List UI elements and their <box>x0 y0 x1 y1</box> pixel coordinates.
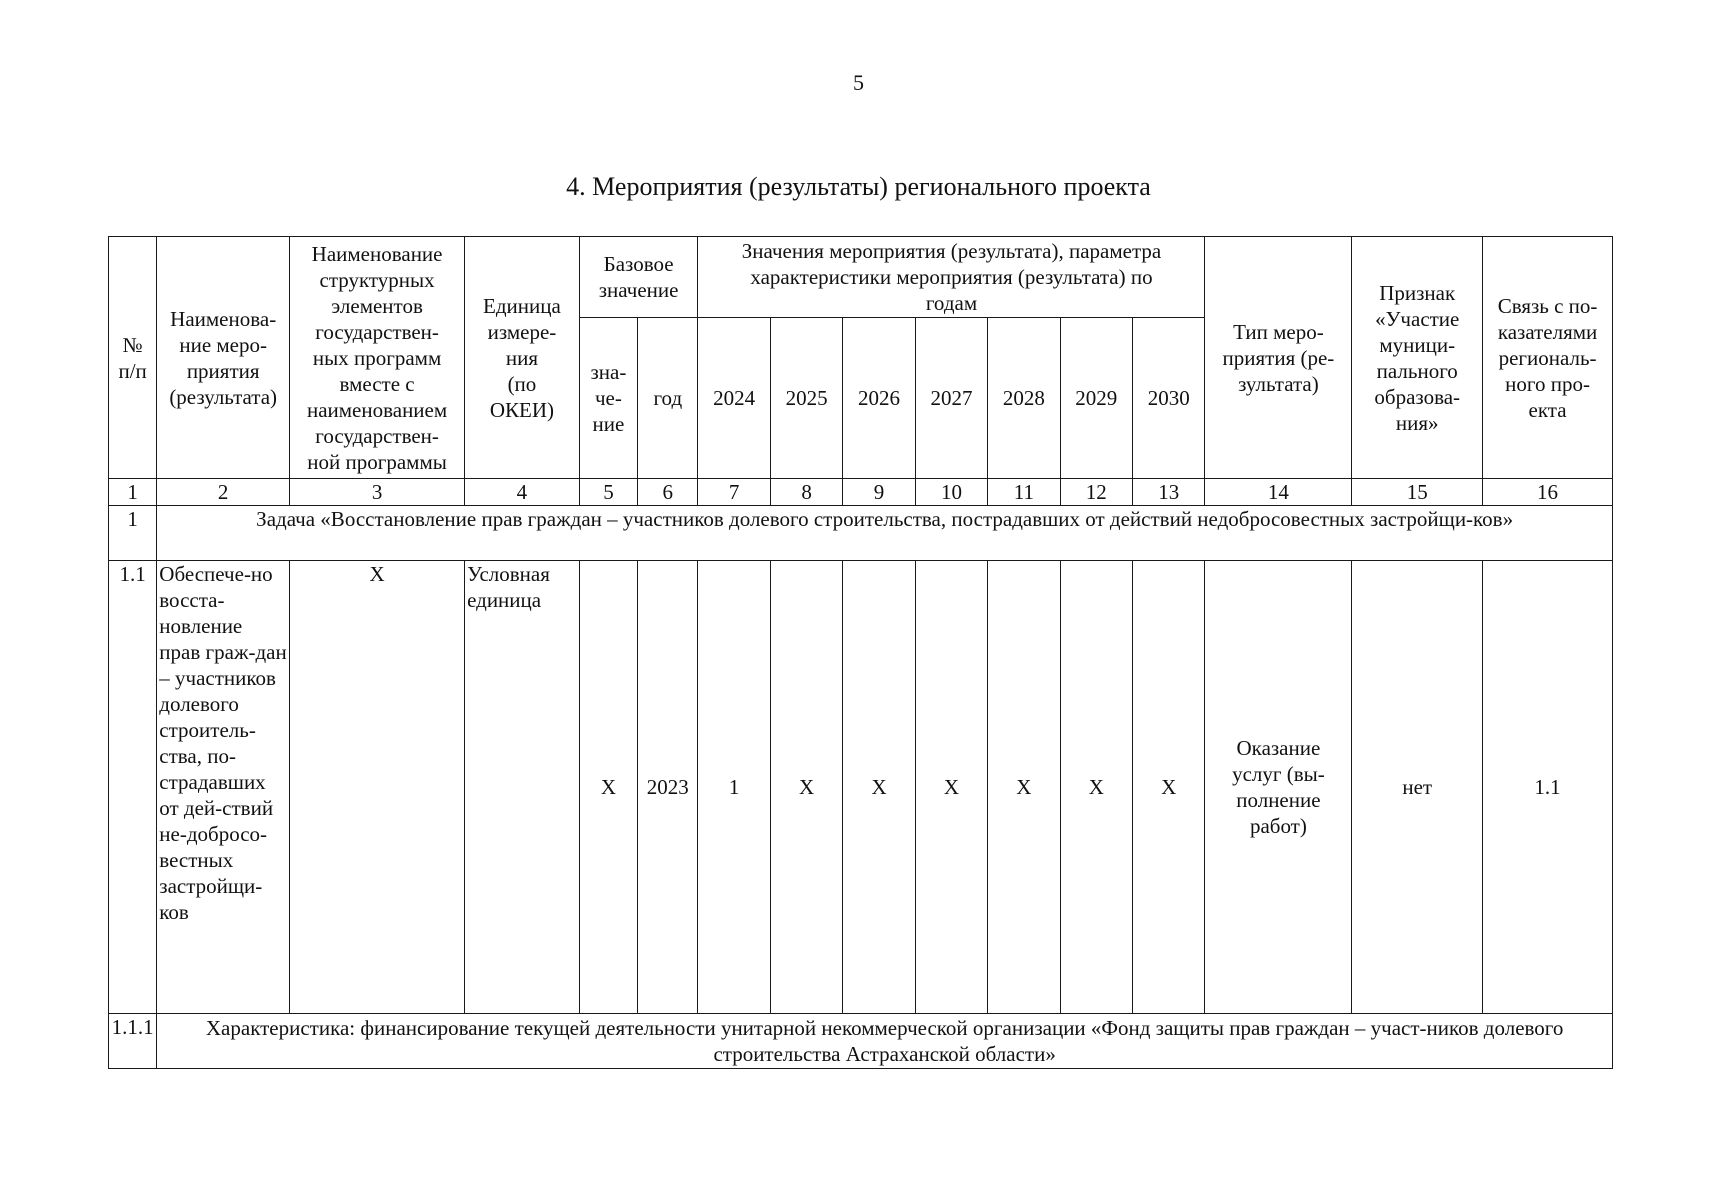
row-number: 1.1 <box>109 561 157 1014</box>
column-number: 14 <box>1205 479 1352 506</box>
row-municipal: нет <box>1352 561 1483 1014</box>
header-structural: Наименование структурных элементов государствен- ных программ вместе с наименованием государствен- ной программы <box>290 237 465 479</box>
header-year-2027: 2027 <box>915 318 987 479</box>
header-unit: Единица измере- ния (по ОКЕИ) <box>465 237 580 479</box>
page-number: 5 <box>853 70 864 95</box>
column-number: 1 <box>109 479 157 506</box>
column-number: 12 <box>1060 479 1132 506</box>
row-unit: Условная единица <box>465 561 580 1014</box>
column-number: 6 <box>638 479 698 506</box>
header-type: Тип меро- приятия (ре- зультата) <box>1205 237 1352 479</box>
header-base-group: Базовое значение <box>579 237 698 318</box>
header-row-1 <box>109 237 1613 318</box>
header-base-year: год <box>638 318 698 479</box>
row-value-2024: 1 <box>698 561 770 1014</box>
row-base-year: 2023 <box>638 561 698 1014</box>
characteristic-number: 1.1.1 <box>109 1014 157 1069</box>
row-type: Оказание услуг (вы- полнение работ) <box>1205 561 1352 1014</box>
column-number: 15 <box>1352 479 1483 506</box>
column-number: 4 <box>465 479 580 506</box>
row-value-2026: X <box>843 561 915 1014</box>
column-number: 11 <box>988 479 1060 506</box>
row-value-2025: X <box>770 561 842 1014</box>
row-value-2030: X <box>1133 561 1205 1014</box>
header-year-2028: 2028 <box>988 318 1060 479</box>
column-number: 3 <box>290 479 465 506</box>
header-year-2026: 2026 <box>843 318 915 479</box>
task-number: 1 <box>109 506 157 561</box>
column-numbers-row <box>109 479 1613 506</box>
header-year-2025: 2025 <box>770 318 842 479</box>
characteristic-text: Характеристика: финансирование текущей деятельности унитарной некоммерческой организации «Фонд защиты прав граждан – участ-ников долевого строительства Астраханской области» <box>157 1014 1613 1069</box>
section-title: 4. Мероприятия (результаты) регионального проекта <box>566 172 1151 201</box>
header-link: Связь с по- казателями региональ- ного про- екта <box>1483 237 1613 479</box>
row-value-2028: X <box>988 561 1060 1014</box>
column-number: 2 <box>157 479 290 506</box>
column-number: 8 <box>770 479 842 506</box>
header-years-group: Значения мероприятия (результата), параметра характеристики мероприятия (результата) по годам <box>698 237 1205 318</box>
row-value-2029: X <box>1060 561 1132 1014</box>
column-number: 7 <box>698 479 770 506</box>
header-name: Наименова- ние меро- приятия (результата) <box>157 237 290 479</box>
row-structural: X <box>290 561 465 1014</box>
row-base-value: X <box>579 561 637 1014</box>
column-number: 10 <box>915 479 987 506</box>
header-no: № п/п <box>109 237 157 479</box>
row-link: 1.1 <box>1483 561 1613 1014</box>
header-base-value: зна- че- ние <box>579 318 637 479</box>
task-text: Задача «Восстановление прав граждан – участников долевого строительства, пострадавших от действий недобросовестных застройщи-ков» <box>157 506 1613 561</box>
task-row <box>109 506 1613 561</box>
row-name: Обеспече-но восста-новление прав граж-дан – участников долевого строитель-ства, по-страдавших от дей-ствий не-добросо-вестных застройщи-ков <box>157 561 290 1014</box>
column-number: 13 <box>1133 479 1205 506</box>
column-number: 5 <box>579 479 637 506</box>
results-table <box>108 236 1613 1069</box>
header-year-2030: 2030 <box>1133 318 1205 479</box>
header-year-2024: 2024 <box>698 318 770 479</box>
column-number: 16 <box>1483 479 1613 506</box>
column-number: 9 <box>843 479 915 506</box>
header-year-2029: 2029 <box>1060 318 1132 479</box>
characteristic-row <box>109 1014 1613 1069</box>
table-row <box>109 561 1613 1014</box>
row-value-2027: X <box>915 561 987 1014</box>
header-municipal: Признак «Участие муници- пального образова- ния» <box>1352 237 1483 479</box>
